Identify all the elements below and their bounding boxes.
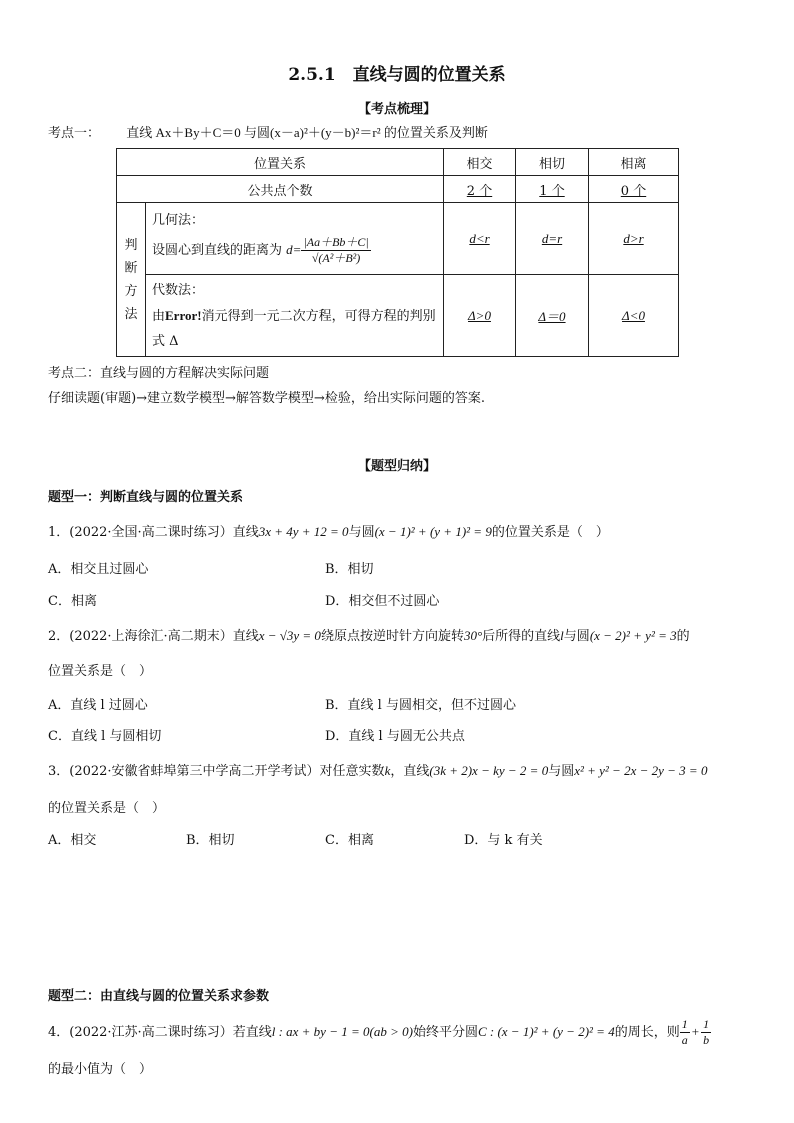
q1-option-b: B．相切	[325, 562, 374, 577]
point-one-text: 直线 Ax＋By＋C＝0 与圆(x－a)²＋(y－b)²＝r² 的位置关系及判断	[126, 125, 488, 140]
alg-result-tangent: Δ＝0	[538, 309, 566, 324]
header-tangent: 相切	[516, 149, 589, 176]
question-4: 4．(2022·江苏·高二课时练习）若直线l : ax + by − 1 = 0(ab > 0)始终平分圆C : (x − 1)² + (y − 2)² = 4的周长，则 $\frac{1}{a}$ + $\frac{1}{b}$	[48, 1017, 710, 1047]
q2-option-d: D．直线 l 与圆无公共点	[325, 729, 465, 744]
point-one	[48, 122, 488, 141]
point-two-desc: 仔细读题(审题)→建立数学模型→解答数学模型→检验，给出实际问题的答案.	[48, 391, 485, 406]
q1-circle-eq: (x − 1)² + (y + 1)² = 9	[374, 524, 492, 539]
type-two-heading: 题型二：由直线与圆的位置关系求参数	[48, 989, 270, 1004]
q1-line-eq: 3x + 4y + 12 = 0	[258, 524, 349, 539]
header-intersect: 相交	[444, 149, 516, 176]
header-relation: 位置关系	[117, 149, 444, 176]
question-3: 3．(2022·安徽省蚌埠第三中学高二开学考试）对任意实数k，直线(3k + 2)x − ky − 2 = 0与圆x² + y² − 2x − 2y − 3 = 0	[48, 763, 708, 779]
geo-result-separate: d>r	[623, 230, 644, 246]
section-heading-summary: 【考点梳理】	[357, 102, 436, 117]
q1-option-d: D．相交但不过圆心	[325, 594, 440, 609]
distance-lhs: d=	[286, 242, 302, 257]
method-label: 判 断 方 法	[117, 203, 146, 357]
geo-result-intersect: d<r	[469, 230, 490, 246]
geo-result-tangent: d=r	[541, 230, 563, 246]
alg-result-separate: Δ<0	[622, 307, 645, 323]
alg-result-intersect: Δ>0	[468, 307, 491, 323]
q2-line-eq: x − √3y = 0	[258, 628, 321, 643]
header-separate: 相离	[589, 149, 679, 176]
algebraic-title: 代数法：	[152, 282, 205, 298]
geometric-title: 几何法：	[152, 213, 205, 228]
point-two: 考点二：直线与圆的方程解决实际问题	[48, 366, 270, 381]
q2-option-c: C．直线 l 与圆相切	[48, 729, 162, 744]
q3-option-d: D．与 k 有关	[464, 833, 543, 848]
q2-option-b: B．直线 l 与圆相交，但不过圆心	[325, 698, 516, 713]
page-title: 2.5.1 直线与圆的位置关系	[288, 65, 506, 85]
distance-fraction: $\frac{|Aa+Bb+C|}{\text{√(A²＋B²)}}$	[303, 235, 369, 265]
q3-option-b: B．相切	[186, 833, 235, 848]
q3-line2: 的位置关系是（ ）	[48, 801, 166, 816]
algebraic-method: 代数法： 由Error!消元得到一元二次方程，可得方程的判别 式 Δ	[146, 275, 444, 357]
question-2: 2．(2022·上海徐汇·高二期末）直线x − √3y = 0绕原点按逆时针方向旋转30°后所得的直线l与圆(x − 2)² + y² = 3的	[48, 628, 690, 644]
q2-option-a: A．直线 l 过圆心	[48, 698, 148, 713]
common-points-tangent: 1 个	[539, 183, 565, 199]
q2-line2: 位置关系是（ ）	[48, 664, 153, 679]
question-1: 1．(2022·全国·高二课时练习）直线3x + 4y + 12 = 0与圆(x − 1)² + (y + 1)² = 9的位置关系是（ ）	[48, 524, 609, 540]
error-field: Error!	[165, 307, 202, 323]
q3-circle-eq: x² + y² − 2x − 2y − 3 = 0	[574, 763, 708, 778]
q1-option-a: A．相交且过圆心	[48, 562, 149, 577]
position-relation-table	[116, 148, 679, 357]
q4-circle-eq: C : (x − 1)² + (y − 2)² = 4	[477, 1024, 615, 1039]
q3-line-eq: (3k + 2)x − ky − 2 = 0	[429, 763, 549, 778]
q2-circle-eq: (x − 2)² + y² = 3	[589, 628, 677, 643]
common-points-intersect: 2 个	[466, 183, 493, 199]
q4-frac-a: $\frac{1}{a}$	[681, 1017, 688, 1047]
common-points-label: 公共点个数	[117, 176, 444, 203]
q4-frac-b: $\frac{1}{b}$	[703, 1017, 710, 1047]
q3-option-a: A．相交	[48, 833, 97, 848]
point-one-label: 考点一：	[48, 126, 101, 141]
q4-line2: 的最小值为（ ）	[48, 1062, 153, 1077]
q1-option-c: C．相离	[48, 594, 97, 609]
common-points-separate: 0 个	[620, 183, 647, 199]
geometric-desc: 设圆心到直线的距离为	[152, 243, 283, 258]
geometric-method	[146, 203, 444, 275]
q4-line-eq: l : ax + by − 1 = 0(ab > 0)	[271, 1024, 413, 1039]
type-one-heading: 题型一：判断直线与圆的位置关系	[48, 490, 244, 505]
section-heading-types: 【题型归纳】	[357, 459, 436, 474]
q3-option-c: C．相离	[325, 833, 374, 848]
